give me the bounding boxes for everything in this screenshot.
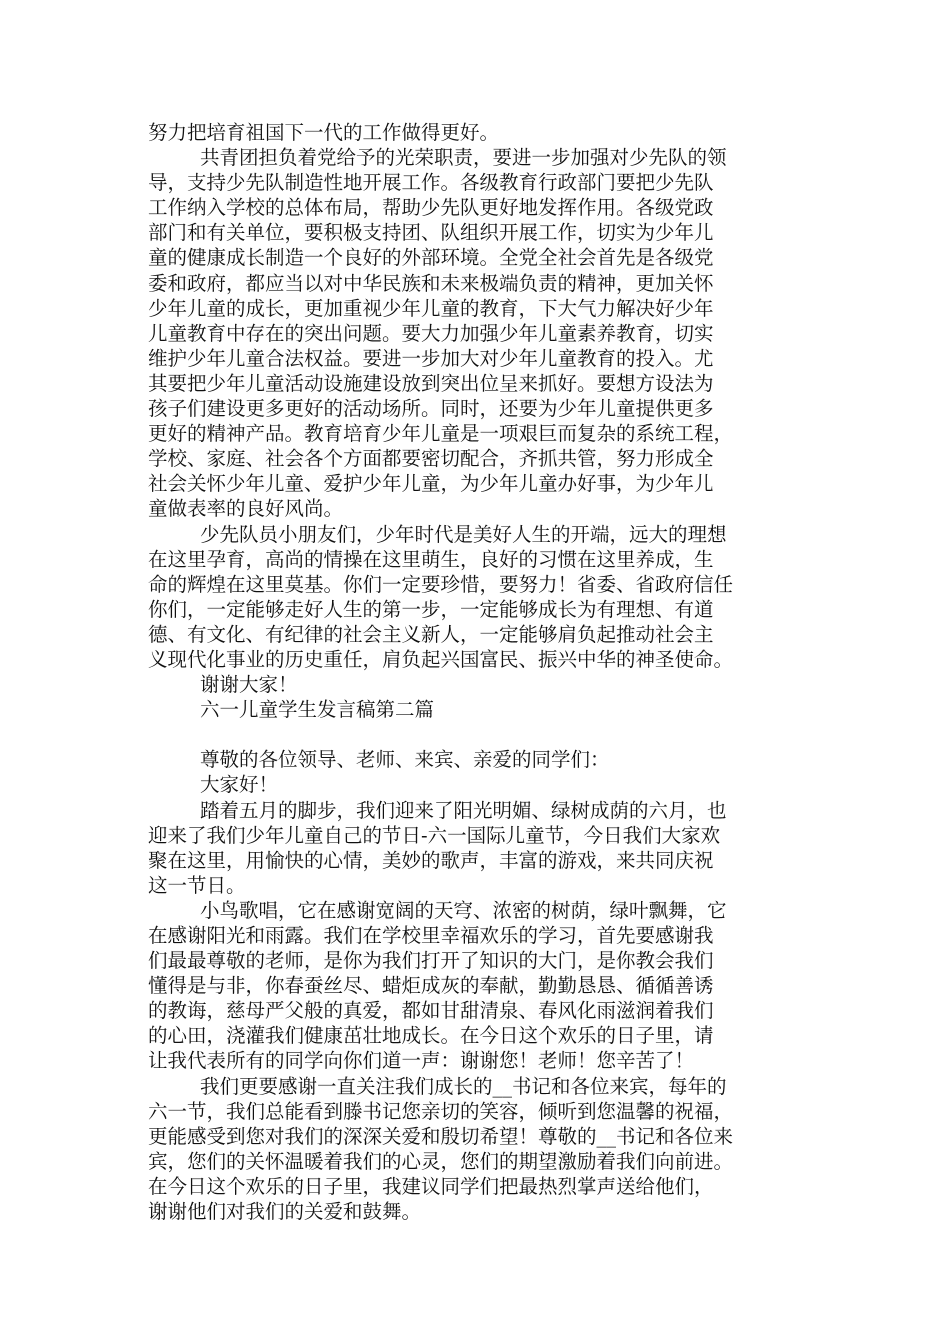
text-line: 更好的精神产品。教育培育少年儿童是一项艰巨而复杂的系统工程，	[148, 422, 734, 446]
salutation-line: 尊敬的各位领导、老师、来宾、亲爱的同学们：	[200, 748, 610, 772]
paragraph-start-line: 小鸟歌唱，它在感谢宽阔的天穹、浓密的树荫，绿叶飘舞，它	[200, 898, 727, 922]
document-body	[148, 120, 828, 1224]
text-line: 儿童教育中存在的突出问题。要大力加强少年儿童素养教育，切实	[148, 321, 714, 345]
paragraph-start-line: 踏着五月的脚步，我们迎来了阳光明媚、绿树成荫的六月，也	[200, 798, 727, 822]
text-line: 的教诲，慈母严父般的真爱，都如甘甜清泉、春风化雨滋润着我们	[148, 999, 714, 1023]
text-line: 导，支持少先队制造性地开展工作。各级教育行政部门要把少先队	[148, 171, 714, 195]
text-line: 委和政府，都应当以对中华民族和未来极端负责的精神，更加关怀	[148, 271, 714, 295]
paragraph-start-line: 少先队员小朋友们，少年时代是美好人生的开端，远大的理想	[200, 522, 727, 546]
text-line: 学校、家庭、社会各个方面都要密切配合，齐抓共管，努力形成全	[148, 447, 714, 471]
section-title: 六一儿童学生发言稿第二篇	[200, 698, 435, 722]
text-line: 宾，您们的关怀温暖着我们的心灵，您们的期望激励着我们向前进。	[148, 1149, 734, 1173]
text-line: 德、有文化、有纪律的社会主义新人，一定能够肩负起推动社会主	[148, 622, 714, 646]
text-line: 义现代化事业的历史重任，肩负起兴国富民、振兴中华的神圣使命。	[148, 647, 734, 671]
text-line: 这一节日。	[148, 873, 246, 897]
text-line: 维护少年儿童合法权益。要进一步加大对少年儿童教育的投入。尤	[148, 346, 714, 370]
text-line: 社会关怀少年儿童、爱护少年儿童，为少年儿童办好事，为少年儿	[148, 472, 714, 496]
text-line: 童的健康成长制造一个良好的外部环境。全党全社会首先是各级党	[148, 246, 714, 270]
text-line: 谢谢他们对我们的关爱和鼓舞。	[148, 1200, 422, 1224]
text-line: 们最最尊敬的老师，是你为我们打开了知识的大门，是你教会我们	[148, 949, 714, 973]
greeting-line: 大家好！	[200, 773, 279, 797]
text-line: 聚在这里，用愉快的心情，美妙的歌声，丰富的游戏，来共同庆祝	[148, 848, 714, 872]
text-line: 六一节，我们总能看到滕书记您亲切的笑容，倾听到您温馨的祝福，	[148, 1099, 734, 1123]
text-line: 部门和有关单位，要积极支持团、队组织开展工作，切实为少年儿	[148, 221, 714, 245]
text-line: 其要把少年儿童活动设施建设放到突出位呈来抓好。要想方设法为	[148, 371, 714, 395]
text-line: 少年儿童的成长，更加重视少年儿童的教育，下大气力解决好少年	[148, 296, 714, 320]
text-line: 在这里孕育，高尚的情操在这里萌生，良好的习惯在这里养成，生	[148, 547, 714, 571]
text-line: 童做表率的良好风尚。	[148, 497, 344, 521]
text-line: 你们，一定能够走好人生的第一步，一定能够成长为有理想、有道	[148, 597, 714, 621]
text-line: 迎来了我们少年儿童自己的节日-六一国际儿童节，今日我们大家欢	[148, 823, 721, 847]
text-line: 让我代表所有的同学向你们道一声：谢谢您！老师！您辛苦了！	[148, 1049, 695, 1073]
text-line: 的心田，浇灌我们健康茁壮地成长。在今日这个欢乐的日子里，请	[148, 1024, 714, 1048]
text-line: 孩子们建设更多更好的活动场所。同时，还要为少年儿童提供更多	[148, 397, 714, 421]
paragraph-start-line: 共青团担负着党给予的光荣职责，要进一步加强对少先队的领	[200, 146, 727, 170]
text-line: 在今日这个欢乐的日子里，我建议同学们把最热烈掌声送给他们，	[148, 1174, 714, 1198]
paragraph-start-line: 我们更要感谢一直关注我们成长的__书记和各位来宾，每年的	[200, 1074, 727, 1098]
text-line: 命的辉煌在这里莫基。你们一定要珍惜，要努力！省委、省政府信任	[148, 572, 734, 596]
blank-line	[148, 722, 828, 747]
text-line: 努力把培育祖国下一代的工作做得更好。	[148, 121, 500, 144]
text-line: 在感谢阳光和雨露。我们在学校里幸福欢乐的学习，首先要感谢我	[148, 924, 714, 947]
text-line: 懂得是与非，你春蚕丝尽、蜡炬成灰的奉献，勤勤恳恳、循循善诱	[148, 974, 714, 998]
text-line: 更能感受到您对我们的深深关爱和殷切希望！尊敬的__书记和各位来	[148, 1124, 734, 1148]
closing-line: 谢谢大家！	[200, 673, 298, 697]
text-line: 工作纳入学校的总体布局，帮助少先队更好地发挥作用。各级党政	[148, 196, 714, 220]
